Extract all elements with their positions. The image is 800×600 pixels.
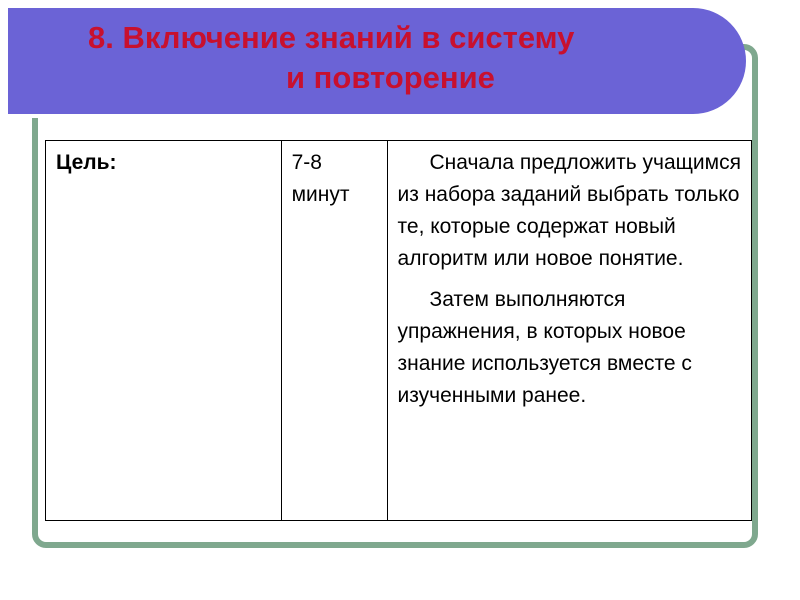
table-row <box>46 141 752 521</box>
description-paragraph-1: Сначала предложить учащимся из набора заданий выбрать только те, которые содержат новый алгоритм или новое понятие. <box>397 151 741 270</box>
slide-title-line-1: 8. Включение знаний в систему <box>88 20 575 55</box>
slide-title-line-2: и повторение <box>286 60 495 95</box>
description-cell <box>387 141 751 521</box>
slide-title <box>0 18 800 98</box>
title-underline <box>8 114 708 118</box>
lesson-stage-table <box>45 140 752 521</box>
description-paragraph-2: Затем выполняются упражнения, в которых новое знание используется вместе с изученными ранее. <box>397 288 692 407</box>
goal-label-cell: Цель: <box>46 141 282 521</box>
duration-cell: 7-8 минут <box>281 141 387 521</box>
